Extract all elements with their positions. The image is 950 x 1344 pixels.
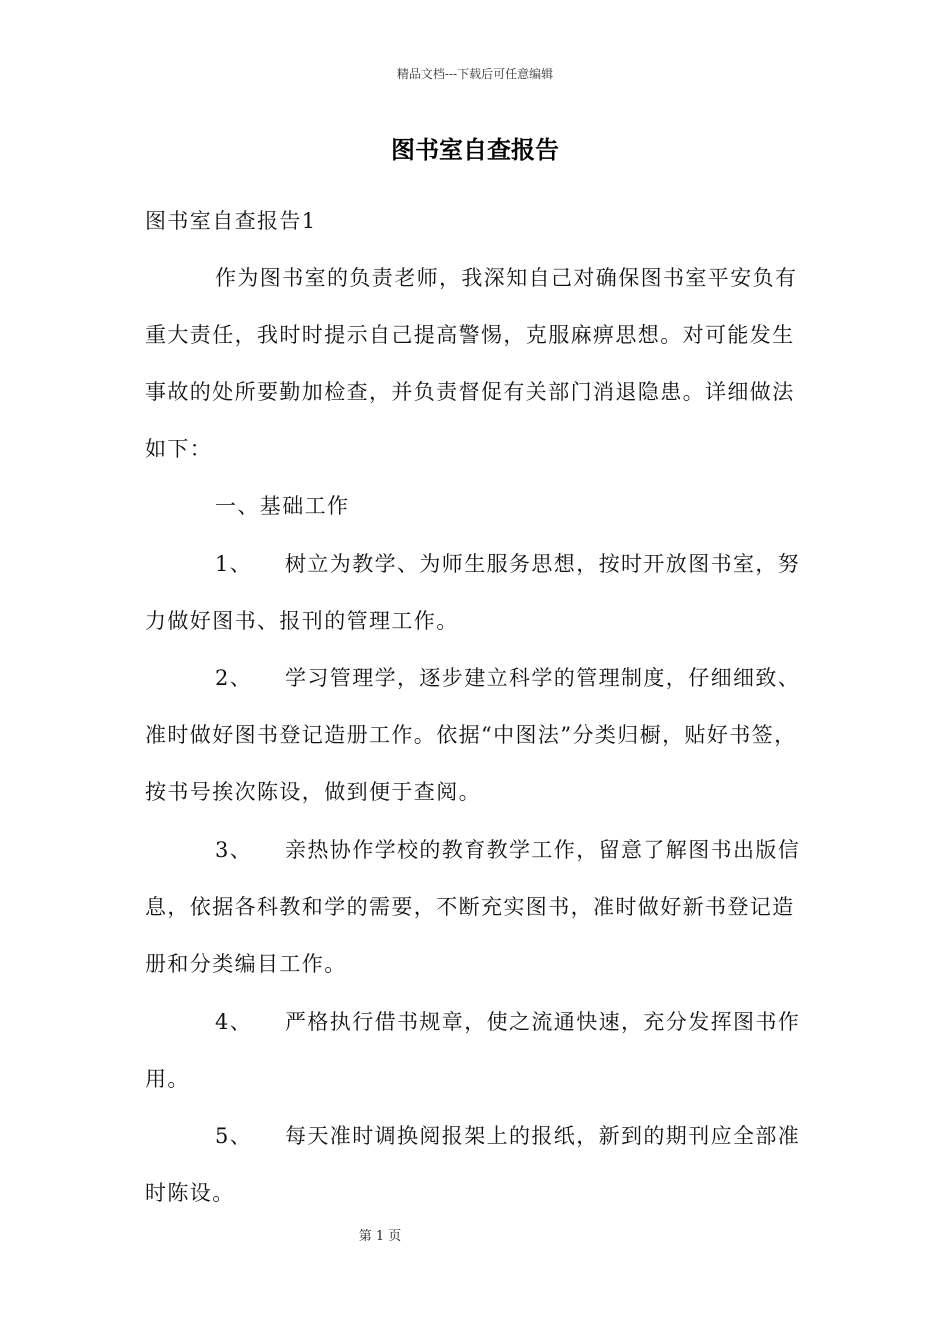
list-item-3-line-2: 息，依据各科教和学的需要，不断充实图书，准时做好新书登记造 [145,895,795,919]
list-item-number: 1、 [215,552,253,576]
header-note: 精品文档---下载后可任意编辑 [396,67,554,81]
intro-line-1: 作为图书室的负责老师，我深知自己对确保图书室平安负有 [215,266,798,290]
list-item-number: 5、 [215,1124,253,1148]
list-item-number: 3、 [215,838,253,862]
list-item-3-line-1 [215,835,800,865]
list-item-5-line-1 [215,1121,800,1151]
document-title: 图书室自查报告 [391,135,559,164]
list-item-2-line-3: 按书号挨次陈设，做到便于查阅。 [145,780,481,804]
section-heading: 一、基础工作 [215,494,350,518]
list-item-4-line-1 [215,1007,800,1037]
list-item-number: 2、 [215,666,253,690]
list-item-text: 每天准时调换阅报架上的报纸，新到的期刊应全部准 [285,1124,801,1148]
page-number: 第 1 页 [358,1229,402,1244]
intro-line-4: 如下： [145,437,213,461]
list-item-text: 亲热协作学校的教育教学工作，留意了解图书出版信 [285,838,801,862]
intro-line-2: 重大责任，我时时提示自己提高警惕，克服麻痹思想。对可能发生 [145,323,795,347]
intro-line-3: 事故的处所要勤加检查，并负责督促有关部门消退隐患。详细做法 [145,380,795,404]
list-item-text: 树立为教学、为师生服务思想，按时开放图书室，努 [285,552,801,576]
list-item-2-line-1 [215,663,800,693]
list-item-5-line-2: 时陈设。 [145,1181,235,1205]
document-subtitle: 图书室自查报告1 [145,209,317,233]
list-item-4-line-2: 用。 [145,1067,190,1091]
list-item-text: 学习管理学，逐步建立科学的管理制度，仔细细致、 [285,666,801,690]
list-item-2-line-2: 准时做好图书登记造册工作。依据“中图法”分类归橱，贴好书签， [145,723,797,747]
list-item-text: 严格执行借书规章，使之流通快速，充分发挥图书作 [285,1010,801,1034]
list-item-number: 4、 [215,1010,253,1034]
list-item-3-line-3: 册和分类编目工作。 [145,952,347,976]
list-item-1-line-1 [215,549,800,579]
list-item-1-line-2: 力做好图书、报刊的管理工作。 [145,609,459,633]
